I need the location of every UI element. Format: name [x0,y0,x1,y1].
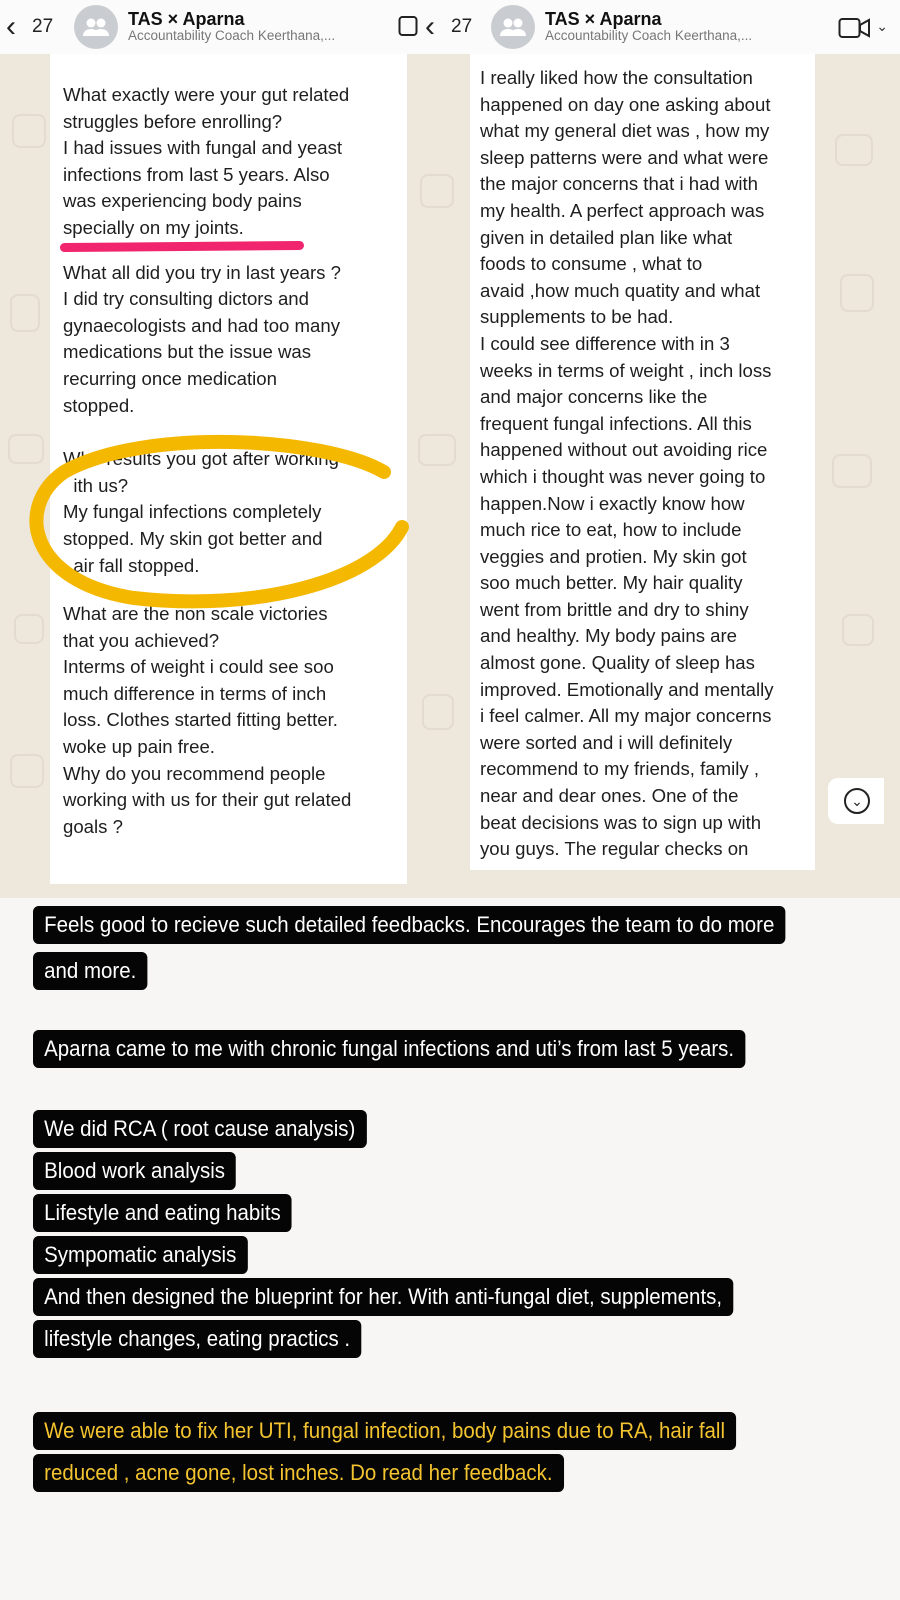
caption-blueprint-line2: lifestyle changes, eating practics . [33,1320,361,1358]
caption-bloodwork: Blood work analysis [33,1152,236,1190]
chat-title[interactable]: TAS × Aparna [128,8,245,29]
chat-subtitle: Accountability Coach Keerthana,... [128,28,336,44]
message-paragraph: What all did you try in last years ? I did try consulting dictors and gynaecologists and had too many medications but the issue was recurring once medication stopped. [63,261,341,416]
chat-header-right [425,0,900,54]
video-call-icon[interactable] [838,17,872,39]
video-call-icon[interactable] [398,14,420,38]
caption-symptomatic: Sympomatic analysis [33,1236,247,1274]
yellow-highlight-circle [24,432,414,612]
unread-count: 27 [451,16,473,37]
caption-results-line2: reduced , acne gone, lost inches. Do read her feedback. [33,1454,564,1492]
message-paragraph: What are the non scale victories that you achieved? Interms of weight i could see soo much difference in terms of inch loss. Clothes started fitting better. woke up pain free. Why do you recommend people working with us for their gut related goals ? [63,603,352,837]
group-avatar-icon[interactable] [74,5,118,49]
caption-feedback-line1: Feels good to recieve such detailed feedbacks. Encourages the team to do more [33,906,786,944]
message-paragraph: What exactly were your gut related struggles before enrolling? I had issues with fungal and yeast infections from last 5 years. Also was experiencing body pains specially on my joints. [63,84,350,238]
scroll-down-button[interactable] [828,778,884,824]
group-avatar-icon[interactable] [491,5,535,49]
back-chevron-icon[interactable]: ‹ [6,10,16,43]
back-chevron-icon[interactable]: ‹ [425,10,435,43]
chevron-down-icon[interactable]: ⌄ [876,18,888,34]
caption-feedback-line2: and more. [33,952,147,990]
message-bubble-right [470,54,815,870]
caption-results-line1: We were able to fix her UTI, fungal infection, body pains due to RA, hair fall [33,1412,736,1450]
message-paragraph: I really liked how the consultation happened on day one asking about what my general diet was , how my sleep patterns were and what were the major concerns that i had with my health. A perfect approach was given in detailed plan like what foods to consume , what to avaid ,how much quatity and what supplements to be had. I could see difference with in 3 weeks in terms of weight , inch loss and major concerns like the frequent fungal infections. All this happened without out avoiding rice which i thought was never going to happen.Now i exactly know how much rice to eat, how to include veggies and protien. My skin got soo much better. My hair quality went from brittle and dry to shiny and healthy. My body pains are almost gone. Quality of sleep has improved. Emotionally and mentally i feel calmer. All my major concerns were sorted and i will definitely recommend to my friends, family , near and dear ones. One of the beat decisions was to sign up with you guys. The regular checks on [480,67,774,860]
chat-subtitle: Accountability Coach Keerthana,... [545,28,753,44]
chat-title[interactable]: TAS × Aparna [545,8,662,29]
caption-blueprint-line1: And then designed the blueprint for her. With anti-fungal diet, supplements, [33,1278,733,1316]
caption-lifestyle: Lifestyle and eating habits [33,1194,292,1232]
scroll-down-icon: ⌄ [844,788,870,814]
caption-rca: We did RCA ( root cause analysis) [33,1110,367,1148]
caption-intro: Aparna came to me with chronic fungal infections and uti’s from last 5 years. [33,1030,745,1068]
message-paragraph: Wh results you got after working ith us? My fungal infections completely stopped. My skin got better and air fall stopped. [63,448,339,576]
unread-count: 27 [32,16,54,37]
